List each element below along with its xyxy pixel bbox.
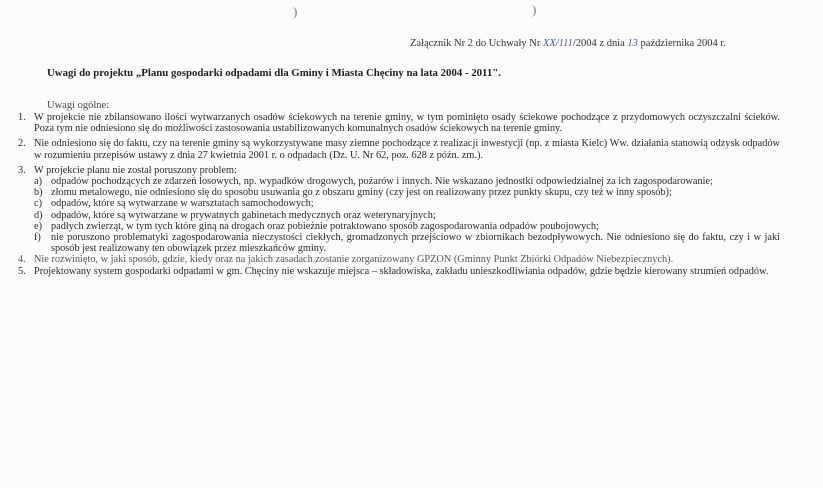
subitem-letter: d) <box>34 209 43 221</box>
general-remarks-label: Uwagi ogólne: <box>47 100 110 111</box>
remark-item-4 <box>18 254 780 265</box>
remark-number: 1. <box>18 112 26 123</box>
subitem-text: padłych zwierząt, w tym tych które giną na drogach oraz pobieżnie potraktowano sposób zagospodarowania odpadów poubojowych; <box>51 220 599 232</box>
subitem-b <box>18 187 780 198</box>
subitem-letter: f) <box>34 232 41 244</box>
remark-item-5 <box>18 266 780 277</box>
subitem-text: odpadów, które są wytwarzane w warsztatach samochodowych; <box>51 198 314 210</box>
subitem-text: odpadów, które są wytwarzane w prywatnych gabinetach medycznych oraz weterynaryjnych; <box>51 209 436 221</box>
remark-text: Projektowany system gospodarki odpadami w gm. Chęciny nie wskazuje miejsca – składowiska, zakładu unieszkodliwiania odpadów, gdzie będzie kierowany strumień odpadów. <box>34 265 769 277</box>
remark-item-3 <box>18 165 780 176</box>
annex-number-handwritten: XX/111 <box>542 38 573 49</box>
remark-number: 2. <box>18 138 26 150</box>
annex-mid: /2004 z dnia <box>572 38 625 49</box>
annex-suffix: października 2004 r. <box>640 38 726 49</box>
remark-item-1 <box>18 112 780 134</box>
annex-reference <box>410 38 726 49</box>
scan-mark-right: ) <box>532 2 537 17</box>
subitem-text: złomu metalowego, nie odniesiono się do sposobu usuwania go z obszaru gminy (czy jest on realizowany przez punkty skupu, czy też w inny sposób); <box>51 187 672 199</box>
document-title: Uwagi do projektu „Planu gospodarki odpadami dla Gminy i Miasta Chęciny na lata 2004 - 2011". <box>47 67 501 79</box>
subitem-letter: b) <box>34 187 43 199</box>
annex-day-handwritten: 13 <box>627 38 638 49</box>
remark-number: 4. <box>18 254 26 266</box>
remark-text: Nie odniesiono się do faktu, czy na terenie gminy są wykorzystywane masy ziemne pochodzące z realizacji inwestycji (np. z miasta Kielc) Ww. działania stanowią odzysk odpadów w rozumieniu przepisów ustawy z dnia 27 kwietnia 2001 r. o odpadach (Dz. U. Nr 62, poz. 628 z późn. zm.). <box>34 138 780 161</box>
subitem-letter: c) <box>34 198 42 210</box>
scan-mark-left: ) <box>293 4 298 19</box>
subitem-letter: a) <box>34 176 42 188</box>
remark-text: Nie rozwinięto, w jaki sposób, gdzie, kiedy oraz na jakich zasadach zostanie zorganizowany GPZON (Gminny Punkt Zbiórki Odpadów Niebezpiecznych). <box>34 254 674 266</box>
remark-number: 3. <box>18 164 26 176</box>
subitem-d <box>18 210 780 221</box>
subitem-e <box>18 221 780 232</box>
remark-number: 5. <box>18 265 26 277</box>
subitem-letter: e) <box>34 220 42 232</box>
subitem-a <box>18 176 780 187</box>
remark-text: W projekcie planu nie został poruszony problem: <box>34 164 237 176</box>
subitem-text: nie poruszono problematyki zagospodarowania nieczystości ciekłych, gromadzonych przejściowo w zbiornikach bezodpływowych. Nie odniesiono się do faktu, czy i w jaki sposób jest realizowany ten obowiązek przez mieszkańców gminy. <box>51 232 780 255</box>
subitem-f <box>18 232 780 254</box>
remark-item-2 <box>18 138 780 160</box>
subitem-c <box>18 198 780 209</box>
remarks-list <box>18 112 780 277</box>
annex-prefix: Załącznik Nr 2 do Uchwały Nr <box>410 38 541 49</box>
subitem-text: odpadów pochodzących ze zdarzeń losowych, np. wypadków drogowych, pożarów i innych. Nie wskazano jednostki odpowiedzialnej za ich zagospodarowanie; <box>51 176 713 188</box>
remark-text: W projekcie nie zbilansowano ilości wytwarzanych osadów ściekowych na terenie gminy, w tym pominięto osady ściekowe pochodzące z przydomowych oczyszczalni ścieków. Poza tym nie odniesiono się do możliwości zastosowania ustabilizowanych komunalnych osadów ściekowych na terenie gminy. <box>34 112 780 135</box>
